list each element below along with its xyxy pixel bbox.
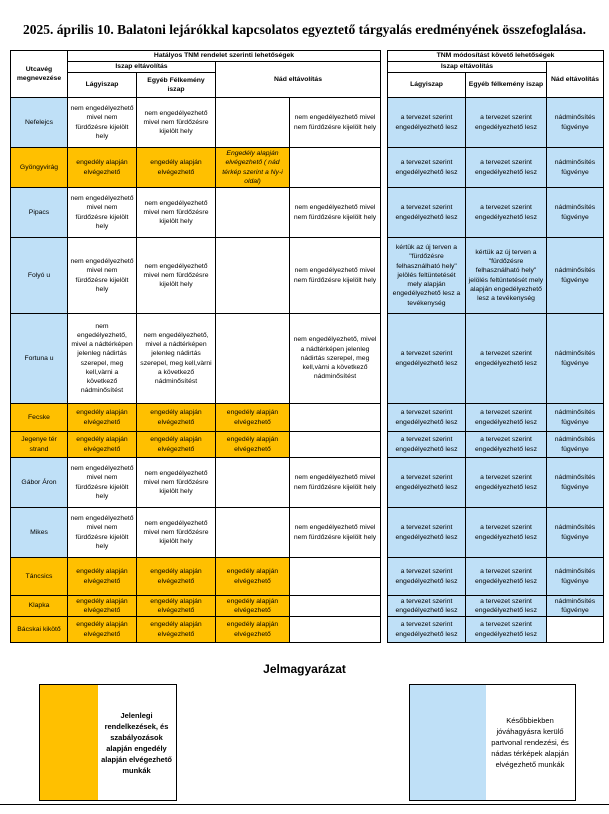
lagyiszap-modified-cell: kértük az új terven a "fürdőzésre felhasználható hely" jelölés feltüntetését mely alapján engedélyezhető lesz a tevékenység — [388, 238, 466, 314]
nad-current-right-cell: nem engedélyezhető mivel nem fürdőzésre kijelölt hely — [290, 508, 381, 558]
lagyiszap-modified-cell: a tervezet szerint engedélyezhető lesz — [388, 98, 466, 148]
lagyiszap-modified-cell: a tervezet szerint engedélyezhető lesz — [388, 596, 466, 617]
street-name-cell: Fecske — [11, 404, 68, 432]
felkemeny-current-cell: nem engedélyezhető mivel nem fürdőzésre kijelölt hely — [137, 188, 216, 238]
lagyiszap-modified-cell: a tervezet szerint engedélyezhető lesz — [388, 432, 466, 458]
lagyiszap-current-cell: engedély alapján elvégezhető — [68, 596, 137, 617]
felkemeny-current-cell: nem engedélyezhető mivel nem fürdőzésre kijelölt hely — [137, 98, 216, 148]
legend-orange — [39, 684, 177, 801]
nad-current-left-cell: engedély alapján elvégezhető — [216, 596, 290, 617]
lagyiszap-modified-cell: a tervezet szerint engedélyezhető lesz — [388, 508, 466, 558]
lagyiszap-header: Lágyiszap — [68, 73, 137, 98]
lagyiszap-modified-cell: a tervezet szerint engedélyezhető lesz — [388, 617, 466, 643]
nad-current-right-cell: nem engedélyezhető mivel nem fürdőzésre kijelölt hely — [290, 98, 381, 148]
legend-blue — [409, 684, 576, 801]
lagyiszap-current-cell: engedély alapján elvégezhető — [68, 148, 137, 188]
lagyiszap-current-cell: nem engedélyezhető mivel nem fürdőzésre kijelölt hely — [68, 188, 137, 238]
iszap-header-modified: Iszap eltávolítás — [388, 62, 547, 73]
street-name-cell: Bácskai kikötő — [11, 617, 68, 643]
street-name-cell: Jegenye tér strand — [11, 432, 68, 458]
nad-current-left-cell — [216, 98, 290, 148]
nad-modified-cell: nádminősítés fügvénye — [547, 188, 604, 238]
felkemeny-current-cell: engedély alapján elvégezhető — [137, 558, 216, 596]
felkemeny-modified-cell: a tervezet szerint engedélyezhető lesz — [466, 596, 547, 617]
nad-current-left-cell — [216, 314, 290, 404]
column-separator — [381, 314, 388, 404]
nad-modified-cell: nádminősítés fügvénye — [547, 238, 604, 314]
felkemeny-modified-cell: a tervezet szerint engedélyezhető lesz — [466, 458, 547, 508]
table-row — [11, 148, 604, 188]
street-name-cell: Táncsics — [11, 558, 68, 596]
nad-current-left-cell — [216, 458, 290, 508]
page-title: 2025. április 10. Balatoni lejárókkal kapcsolatos egyeztető tárgyalás eredményének összefoglalása. — [23, 22, 586, 37]
nad-modified-cell — [547, 617, 604, 643]
lagyiszap-modified-cell: a tervezet szerint engedélyezhető lesz — [388, 558, 466, 596]
felkemeny-current-cell: nem engedélyezhető, mivel a nádtérképen jelenleg nádirtás szerepel, meg kell,vàrni a következő nádminősítést — [137, 314, 216, 404]
lagyiszap-modified-cell: a tervezet szerint engedélyezhető lesz — [388, 458, 466, 508]
legend-blue-swatch — [410, 685, 486, 800]
nad-modified-cell: nádminősítés fügvénye — [547, 508, 604, 558]
bottom-rule — [0, 804, 609, 805]
column-separator — [381, 558, 388, 596]
nad-modified-cell: nádminősítés fügvénye — [547, 458, 604, 508]
column-separator — [381, 458, 388, 508]
lagyiszap-current-cell: engedély alapján elvégezhető — [68, 432, 137, 458]
table-row — [11, 558, 604, 596]
street-name-cell: Fortuna u — [11, 314, 68, 404]
column-separator — [381, 51, 388, 98]
lagyiszap-current-cell: engedély alapján elvégezhető — [68, 558, 137, 596]
nad-current-right-cell: nem engedélyezhető mivel nem fürdőzésre kijelölt hely — [290, 188, 381, 238]
nad-current-right-cell: nem engedélyezhető mivel nem fürdőzésre kijelölt hely — [290, 238, 381, 314]
street-column-header: Utcavég megnevezése — [11, 51, 68, 98]
column-separator — [381, 98, 388, 148]
summary-table — [10, 50, 604, 643]
felkemeny-header-modified: Egyéb félkemény iszap — [466, 73, 547, 98]
column-separator — [381, 432, 388, 458]
table-row — [11, 314, 604, 404]
table-row — [11, 617, 604, 643]
nad-current-right-cell: nem engedélyezhető, mivel a nádtérképen jelenleg nádirtás szerepel, meg kell,vàrni a következő nádminősítést — [290, 314, 381, 404]
column-separator — [381, 148, 388, 188]
legend-blue-text: Későbbiekben jóváhagyásra kerülő partvonal rendezési, és nádas térképek alapján elvégezhető munkák — [491, 716, 569, 769]
legend-orange-swatch — [40, 685, 98, 800]
table-row — [11, 432, 604, 458]
nad-current-right-cell — [290, 404, 381, 432]
street-name-cell: Gyöngyvirág — [11, 148, 68, 188]
column-separator — [381, 404, 388, 432]
nad-modified-cell: nádminősítés fügvénye — [547, 98, 604, 148]
felkemeny-current-cell: engedély alapján elvégezhető — [137, 596, 216, 617]
nad-modified-cell: nádminősítés fügvénye — [547, 558, 604, 596]
felkemeny-modified-cell: a tervezet szerint engedélyezhető lesz — [466, 188, 547, 238]
nad-current-left-cell: engedély alapján elvégezhető — [216, 404, 290, 432]
felkemeny-modified-cell: kértük az új terven a "fürdőzésre felhasználható hely" jelölés feltüntetését mely alapján engedélyezhető lesz a tevékenység — [466, 238, 547, 314]
table-row — [11, 404, 604, 432]
nad-current-right-cell: nem engedélyezhető mivel nem fürdőzésre kijelölt hely — [290, 458, 381, 508]
nad-modified-cell: nádminősítés fügvénye — [547, 596, 604, 617]
nad-current-right-cell — [290, 558, 381, 596]
table-row — [11, 458, 604, 508]
felkemeny-current-cell: engedély alapján elvégezhető — [137, 404, 216, 432]
nad-modified-cell: nádminősítés fügvénye — [547, 148, 604, 188]
nad-current-right-cell — [290, 432, 381, 458]
nad-modified-cell: nádminősítés fügvénye — [547, 404, 604, 432]
street-name-cell: Pipacs — [11, 188, 68, 238]
nad-current-left-cell — [216, 188, 290, 238]
lagyiszap-header-modified: Lágyiszap — [388, 73, 466, 98]
felkemeny-current-cell: nem engedélyezhető mivel nem fürdőzésre kijelölt hely — [137, 238, 216, 314]
nad-current-right-cell — [290, 148, 381, 188]
column-separator — [381, 238, 388, 314]
street-name-cell: Nefelejcs — [11, 98, 68, 148]
lagyiszap-modified-cell: a tervezet szerint engedélyezhető lesz — [388, 148, 466, 188]
felkemeny-current-cell: nem engedélyezhető mivel nem fürdőzésre kijelölt hely — [137, 508, 216, 558]
table-row — [11, 188, 604, 238]
column-separator — [381, 188, 388, 238]
street-name-cell: Folyó u — [11, 238, 68, 314]
street-name-cell: Klapka — [11, 596, 68, 617]
lagyiszap-modified-cell: a tervezet szerint engedélyezhető lesz — [388, 188, 466, 238]
lagyiszap-current-cell: engedély alapján elvégezhető — [68, 404, 137, 432]
column-separator — [381, 617, 388, 643]
lagyiszap-current-cell: nem engedélyezhető mivel nem fürdőzésre kijelölt hely — [68, 508, 137, 558]
nad-current-left-cell: Engedély alapján elvégezhető ( nád térkép szerint a Ny-i oldal) — [216, 148, 290, 188]
nad-header-current: Nád eltávolítás — [216, 62, 381, 98]
lagyiszap-current-cell: nem engedélyezhető mivel nem fürdőzésre kijelölt hely — [68, 238, 137, 314]
felkemeny-modified-cell: a tervezet szerint engedélyezhető lesz — [466, 432, 547, 458]
nad-modified-cell: nádminősítés fügvénye — [547, 432, 604, 458]
felkemeny-modified-cell: a tervezet szerint engedélyezhető lesz — [466, 558, 547, 596]
nad-current-left-cell — [216, 238, 290, 314]
felkemeny-modified-cell: a tervezet szerint engedélyezhető lesz — [466, 617, 547, 643]
street-name-cell: Gábor Áron — [11, 458, 68, 508]
street-name-cell: Mikes — [11, 508, 68, 558]
felkemeny-modified-cell: a tervezet szerint engedélyezhető lesz — [466, 508, 547, 558]
nad-current-right-cell — [290, 596, 381, 617]
lagyiszap-modified-cell: a tervezet szerint engedélyezhető lesz — [388, 314, 466, 404]
lagyiszap-current-cell: nem engedélyezhető mivel nem fürdőzésre kijelölt hely — [68, 98, 137, 148]
table-row — [11, 596, 604, 617]
nad-header-modified: Nád eltávolítás — [547, 62, 604, 98]
lagyiszap-current-cell: engedély alapján elvégezhető — [68, 617, 137, 643]
column-separator — [381, 508, 388, 558]
iszap-header-current: Iszap eltávolítás — [68, 62, 216, 73]
felkemeny-modified-cell: a tervezet szerint engedélyezhető lesz — [466, 314, 547, 404]
felkemeny-current-cell: engedély alapján elvégezhető — [137, 617, 216, 643]
lagyiszap-current-cell: nem engedélyezhető, mivel a nádtérképen jelenleg nádirtás szerepel, meg kell,vàrni a következő nádminősítést — [68, 314, 137, 404]
table-row — [11, 98, 604, 148]
nad-modified-cell: nádminősítés fügvénye — [547, 314, 604, 404]
table-row — [11, 238, 604, 314]
felkemeny-modified-cell: a tervezet szerint engedélyezhető lesz — [466, 98, 547, 148]
group-header-modified: TNM módosítást követő lehetőségek — [388, 51, 604, 62]
felkemeny-modified-cell: a tervezet szerint engedélyezhető lesz — [466, 148, 547, 188]
legend-title: Jelmagyarázat — [263, 662, 346, 676]
column-separator — [381, 596, 388, 617]
nad-current-right-cell — [290, 617, 381, 643]
felkemeny-header: Egyéb Félkemény iszap — [137, 73, 216, 98]
felkemeny-current-cell: engedély alapján elvégezhető — [137, 148, 216, 188]
table-row — [11, 508, 604, 558]
felkemeny-current-cell: nem engedélyezhető mivel nem fürdőzésre kijelölt hely — [137, 458, 216, 508]
felkemeny-modified-cell: a tervezet szerint engedélyezhető lesz — [466, 404, 547, 432]
legend-orange-text: Jelenlegi rendelkezések, és szabályozások alapján engedély alapján elvégezhető munkák — [101, 710, 172, 775]
nad-current-left-cell: engedély alapján elvégezhető — [216, 558, 290, 596]
nad-current-left-cell: engedély alapján elvégezhető — [216, 432, 290, 458]
nad-current-left-cell: engedély alapján elvégezhető — [216, 617, 290, 643]
felkemeny-current-cell: engedély alapján elvégezhető — [137, 432, 216, 458]
lagyiszap-modified-cell: a tervezet szerint engedélyezhető lesz — [388, 404, 466, 432]
lagyiszap-current-cell: nem engedélyezhető mivel nem fürdőzésre kijelölt hely — [68, 458, 137, 508]
group-header-current: Hatályos TNM rendelet szerinti lehetőségek — [68, 51, 381, 62]
nad-current-left-cell — [216, 508, 290, 558]
